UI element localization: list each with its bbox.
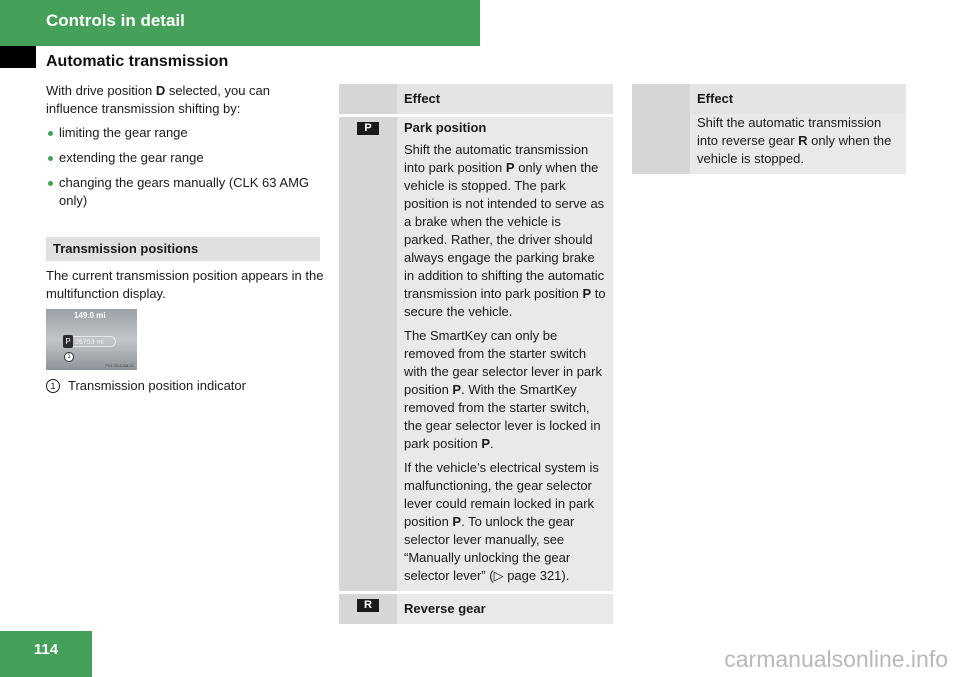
list-item: changing the gears manually (CLK 63 AMG only)	[46, 174, 322, 210]
list-item: extending the gear range	[46, 149, 322, 167]
positions-paragraph: The current transmission position appears in the multifunction display.	[46, 268, 324, 301]
park-position-title: Park position	[404, 120, 487, 135]
intro-paragraph: With drive position D selected, you can influence transmission shifting by:	[46, 83, 271, 116]
park-paragraph-2: The SmartKey can only be removed from the starter switch with the gear selector lever in park position P. With the SmartKey removed from the starter switch, the gear selector lever is locked in park position P.	[404, 328, 602, 451]
transmission-table	[339, 84, 613, 624]
figure-speed-readout: 149.0 mi	[74, 311, 106, 320]
table-header-effect: Effect	[397, 84, 613, 114]
chapter-title: Controls in detail	[46, 11, 185, 30]
table-header-row	[339, 84, 613, 114]
park-position-icon: P	[357, 122, 379, 135]
callout-number-icon: 1	[46, 379, 60, 393]
figure-odometer: 26753 mi	[66, 336, 116, 347]
reverse-gear-title: Reverse gear	[404, 601, 486, 616]
watermark: carmanualsonline.info	[724, 646, 948, 672]
page-reference-link[interactable]: ▷ page 321).	[493, 568, 570, 583]
table-row	[632, 114, 906, 174]
park-paragraph-1: Shift the automatic transmission into park position P only when the vehicle is stopped. The park position is not intended to serve as a brake when the vehicle is parked. Rather, the driver should always engage the parking brake in addition to shifting the automatic transmission into park position P to secure the vehicle.	[404, 142, 606, 319]
table-header-effect: Effect	[690, 84, 906, 114]
subheading: Transmission positions	[46, 237, 320, 261]
figure-code: P54.30-4208-31	[105, 363, 134, 368]
park-paragraph-3: If the vehicle’s electrical system is malfunctioning, the gear selector lever could remain locked in park position P. To unlock the gear selector lever manually, see “Manually unlocking the gear selector lever” (▷ page 321).	[404, 460, 599, 583]
table-row	[339, 594, 613, 624]
figure-callout: 1	[64, 352, 74, 362]
table-row	[339, 117, 613, 591]
multifunction-display-image	[46, 309, 137, 370]
section-title: Automatic transmission	[46, 53, 229, 70]
figure-caption: 1 Transmission position indicator	[46, 377, 246, 395]
intro-column	[46, 82, 322, 217]
table-header-row	[632, 84, 906, 114]
list-item: limiting the gear range	[46, 124, 322, 142]
reverse-table	[632, 84, 906, 174]
section-tab-marker	[0, 46, 36, 68]
figure-gear-badge: P	[63, 335, 73, 348]
reverse-gear-icon: R	[357, 599, 379, 612]
reverse-paragraph: Shift the automatic transmission into reverse gear R only when the vehicle is stopped.	[697, 115, 892, 166]
bullet-list	[46, 124, 322, 210]
page-number: 114	[0, 631, 92, 677]
header-bar	[0, 0, 480, 46]
